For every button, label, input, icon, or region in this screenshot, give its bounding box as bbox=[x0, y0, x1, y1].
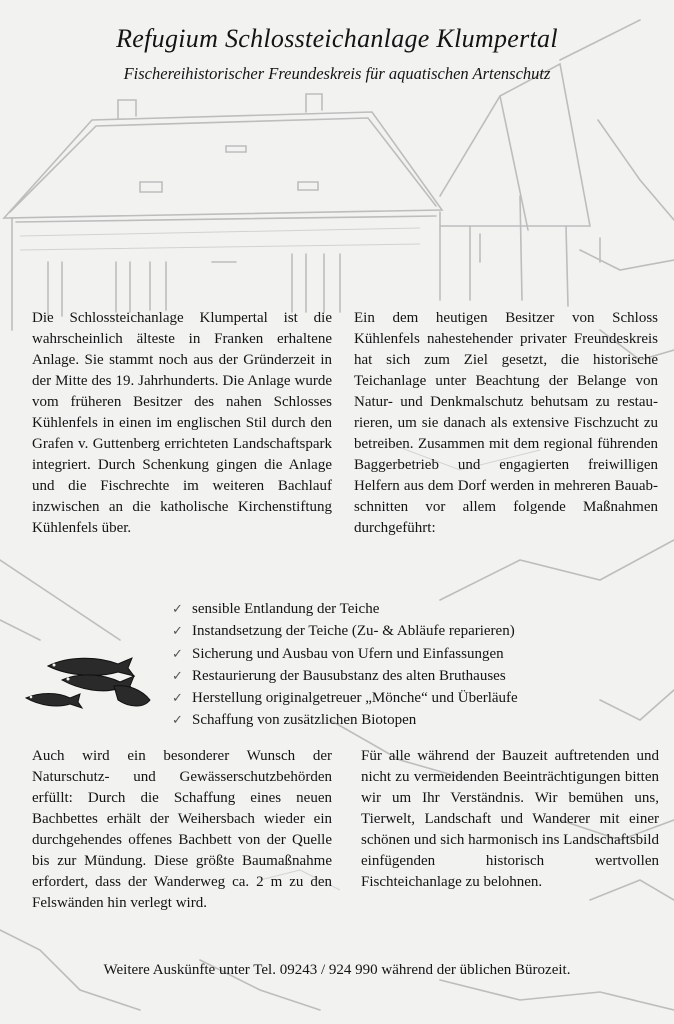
page-title: Refugium Schlossteichanlage Klumpertal bbox=[116, 24, 558, 53]
list-item-text: Schaffung von zusätzlichen Biotopen bbox=[192, 712, 417, 729]
list-item-text: Herstellung originalgetreuer „Mönche“ und Überläufe bbox=[192, 690, 518, 707]
list-item bbox=[172, 709, 642, 731]
list-item-text: Instandsetzung der Teiche (Zu- & Abläufe reparieren) bbox=[192, 623, 515, 640]
page-subtitle: Fischereihistorischer Freundeskreis für aquatischen Artenschutz bbox=[123, 64, 551, 83]
measures-list bbox=[172, 598, 642, 732]
friends-paragraph: Ein dem heutigen Besitzer von Schloss Kühlenfels nahestehender privater Freundeskreis hat sich zum Ziel gesetzt, die historische Teichanlage unter Beachtung der Belange von Natur- und Denkmalschutz behutsam zu restaurieren, um sie danach als extensive Fischzucht zu betreiben. Zusammen mit dem regional führenden Baggerbetrieb und engagierten freiwilligen Helfern aus dem Dorf werden in mehreren Bauabschnitten vor allem folgende Maßnahmen durchgeführt: bbox=[354, 310, 658, 536]
check-mark-icon: ✓ bbox=[172, 712, 183, 728]
check-mark-icon: ✓ bbox=[172, 601, 183, 616]
check-mark-icon: ✓ bbox=[172, 690, 183, 706]
list-item bbox=[172, 687, 642, 709]
list-item bbox=[172, 598, 642, 620]
fish-illustration bbox=[18, 646, 158, 714]
list-item bbox=[172, 643, 642, 665]
contact-footer: Weitere Auskünfte unter Tel. 09243 / 924 990 während der üblichen Bürozeit. bbox=[103, 962, 571, 978]
history-paragraph: Die Schlossteichanlage Klumpertal ist die wahrscheinlich älteste in Franken erhaltene Anlage. Sie stammt noch aus der Gründerzeit in der Mitte des 19. Jahrhunderts. Die Anlage wurde vom früheren Besitzer des nahen Schlosses Kühlenfels in einen im englischen Stil durch den Grafen v. Guttenberg errichteten Landschaftspark integriert. Durch Schenkung gingen die Anlage und die Fischrechte im weiteren Bachlauf inzwischen an die katholische Kirchenstiftung Kühlenfels über. bbox=[32, 310, 332, 536]
list-item-text: sensible Entlandung der Teiche bbox=[192, 601, 380, 617]
check-mark-icon: ✓ bbox=[172, 645, 183, 661]
check-mark-icon: ✓ bbox=[172, 667, 183, 683]
list-item-text: Sicherung und Ausbau von Ufern und Einfassungen bbox=[192, 645, 504, 662]
list-item bbox=[172, 620, 642, 642]
list-item-text: Restaurierung der Bausubstanz des alten Bruthauses bbox=[192, 667, 506, 684]
wish-paragraph: Auch wird ein besonderer Wunsch der Naturschutz- und Gewässerschutzbehörden erfüllt: Durch die Schaffung eines neuen Bachbettes erhält der Weihersbach wieder ein durchgehendes offenes Bachbett von der Quelle bis zur Mündung. Diese größte Baumaßnahme erfordert, dass der Wanderweg ca. 2 m zu den Felswänden hin verlegt wird. bbox=[32, 748, 332, 911]
check-mark-icon: ✓ bbox=[172, 623, 183, 639]
thanks-paragraph: Für alle während der Bauzeit auftretenden und nicht zu vermeidenden Beeinträchtigungen bitten wir um Ihr Verständnis. Wir bemühen uns, Tierwelt, Landschaft und Wanderer mit einer schönen und sich harmonisch ins Landschaftsbild einfügenden historisch wertvollen Fischteichanlage zu belohnen. bbox=[361, 748, 659, 890]
list-item bbox=[172, 665, 642, 687]
